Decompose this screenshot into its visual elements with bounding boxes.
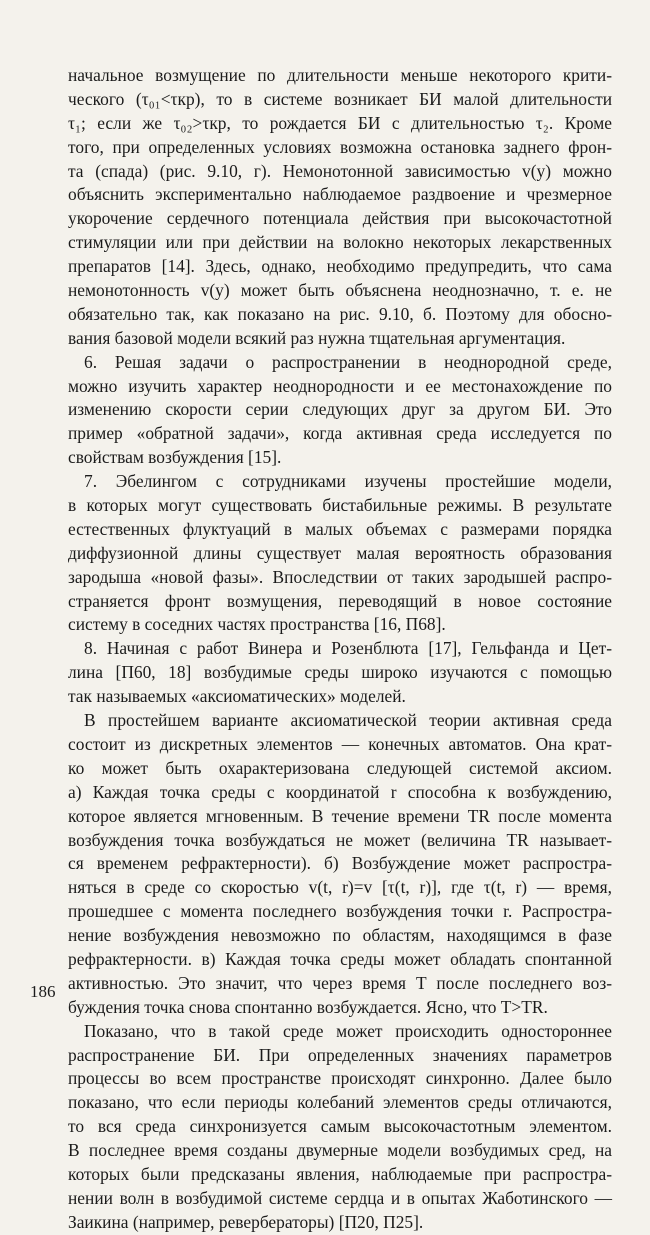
text-line: изменению скорости серии следующих друг за другом БИ. Это xyxy=(68,399,612,420)
text-line: вания базовой модели всякий раз нужна тщательная аргументация. xyxy=(68,327,566,348)
text-line: рефрактерности. в) Каждая точка среды может обладать спонтанной xyxy=(68,948,612,969)
text-line: пример «обратной задачи», когда активная среда исследуется по xyxy=(68,423,612,444)
text-line: естественных флуктуаций в малых объемах с размерами порядка xyxy=(68,518,612,539)
text-line: свойствам возбуждения [15]. xyxy=(68,447,282,468)
text-line: возбуждения точка возбуждаться не может (величина TR называет- xyxy=(68,829,612,850)
text-line: диффузионной длины существует малая вероятность образования xyxy=(68,542,612,563)
text-line: ся временем рефрактерности). б) Возбуждение может распростра- xyxy=(68,853,612,874)
text-line: лина [П60, 18] возбудимые среды широко изучаются с помощью xyxy=(68,662,612,683)
text-line: прошедшее с момента последнего возбуждения точки r. Распростра- xyxy=(68,901,612,922)
text-line: препаратов [14]. Здесь, однако, необходимо предупредить, что сама xyxy=(68,256,612,277)
text-line: которых были предсказаны явления, наблюдаемые при распростра- xyxy=(68,1163,612,1184)
text-line: буждения точка снова спонтанно возбуждается. Ясно, что T>TR. xyxy=(68,996,548,1017)
text-line: нении волн в возбудимой системе сердца и в опытах Жаботинского — xyxy=(68,1187,612,1208)
text-line: состоит из дискретных элементов — конечных автоматов. Она крат- xyxy=(68,733,612,754)
text-line: страняется фронт возмущения, переводящий в новое состояние xyxy=(68,590,612,611)
text-line: 6. Решая задачи о распространении в неоднородной среде, xyxy=(84,351,612,372)
text-line: так называемых «аксиоматических» моделей. xyxy=(68,686,406,707)
text-line: τ₁; если же τ₀₂>τкр, то рождается БИ с длительностью τ₂. Кроме xyxy=(68,112,612,133)
body-text xyxy=(68,64,612,1235)
text-line: зародыша «новой фазы». Впоследствии от таких зародышей распро- xyxy=(68,566,612,587)
text-line: 8. Начиная с работ Винера и Розенблюта [17], Гельфанда и Цет- xyxy=(84,638,612,659)
text-line: ко может быть охарактеризована следующей системой аксиом. xyxy=(68,757,612,778)
text-line: стимуляции или при действии на волокно некоторых лекарственных xyxy=(68,232,612,253)
text-line: в которых могут существовать бистабильные режимы. В результате xyxy=(68,495,612,516)
text-line: того, при определенных условиях возможна остановка заднего фрон- xyxy=(68,136,612,157)
text-line: систему в соседних частях пространства [16, П68]. xyxy=(68,614,446,635)
text-line: укорочение сердечного потенциала действия при высокочастотной xyxy=(68,208,612,229)
text-line: показано, что если периоды колебаний элементов среды отличаются, xyxy=(68,1092,612,1113)
text-line: Заикина (например, ревербераторы) [П20, П25]. xyxy=(68,1211,424,1232)
text-line: нение возбуждения невозможно по областям, находящимся в фазе xyxy=(68,925,612,946)
text-line: объяснить экспериментально наблюдаемое раздвоение и чрезмерное xyxy=(68,184,612,205)
text-line: обязательно так, как показано на рис. 9.10, б. Поэтому для обосно- xyxy=(68,303,612,324)
page-number: 186 xyxy=(30,982,56,1001)
text-line: В простейшем варианте аксиоматической теории активная среда xyxy=(84,710,612,731)
text-line: начальное возмущение по длительности меньше некоторого крити- xyxy=(68,65,612,85)
text-line: процессы во всем пространстве происходят синхронно. Далее было xyxy=(68,1068,612,1089)
text-line: ческого (τ₀₁<τкр), то в системе возникает БИ малой длительности xyxy=(68,88,612,109)
text-line: няться в среде со скоростью v(t, r)=v [τ(t, r)], где τ(t, r) — время, xyxy=(68,877,612,898)
text-line: а) Каждая точка среды с координатой r способна к возбуждению, xyxy=(68,781,612,802)
text-line: распространение БИ. При определенных значениях параметров xyxy=(68,1044,612,1065)
text-line: активностью. Это значит, что через время T после последнего воз- xyxy=(68,972,612,993)
text-line: которое является мгновенным. В течение времени TR после момента xyxy=(68,805,612,826)
text-line: В последнее время созданы двумерные модели возбудимых сред, на xyxy=(68,1140,612,1161)
text-line: можно изучить характер неоднородности и ее местонахождение по xyxy=(68,375,612,396)
text-line: Показано, что в такой среде может происходить одностороннее xyxy=(84,1020,612,1041)
text-line: та (спада) (рис. 9.10, г). Немонотонной зависимостью v(y) можно xyxy=(68,160,612,181)
text-line: немонотонность v(y) может быть объяснена неоднозначно, т. е. не xyxy=(68,280,612,301)
text-line: то вся среда синхронизуется самым высокочастотным элементом. xyxy=(68,1116,612,1137)
text-line: 7. Эбелингом с сотрудниками изучены простейшие модели, xyxy=(84,471,612,492)
